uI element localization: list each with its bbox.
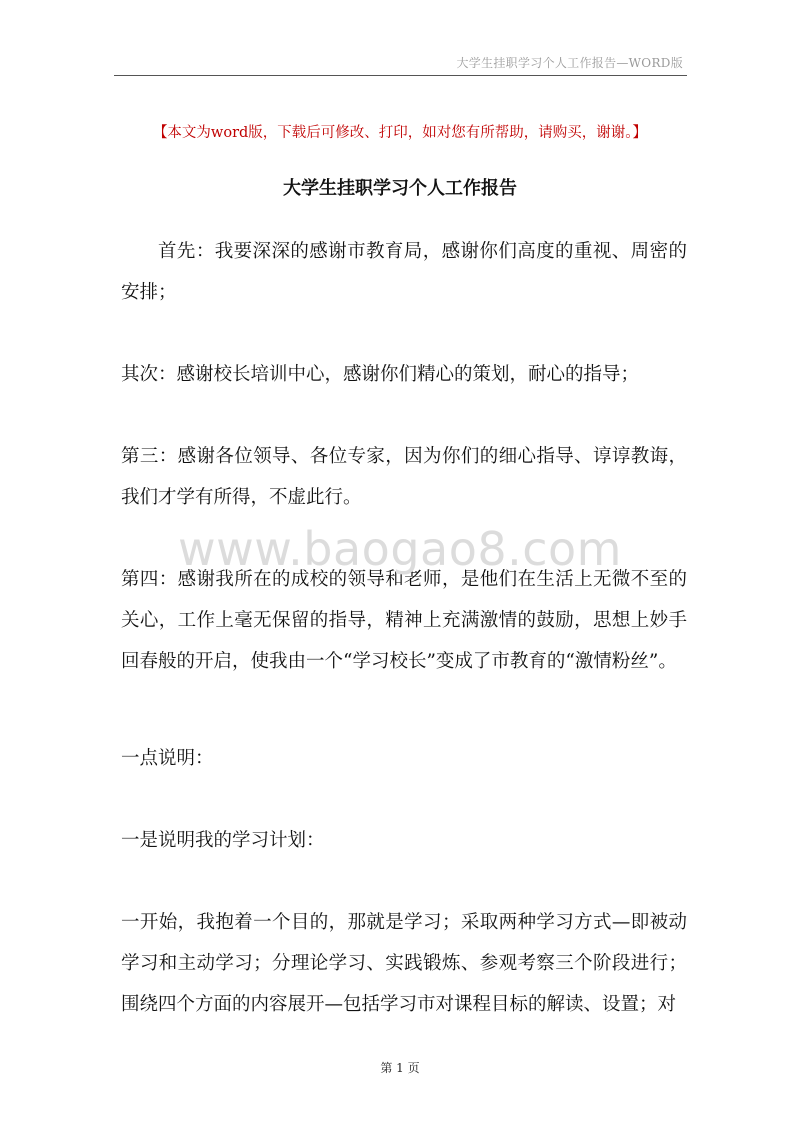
paragraph-third: 第三：感谢各位领导、各位专家，因为你们的细心指导、谆谆教诲，我们才学有所得，不虚此行。 bbox=[121, 446, 687, 508]
watermark: www.baogao8.com bbox=[178, 522, 622, 576]
page-number: 第 1 页 bbox=[380, 1061, 420, 1075]
running-header: 大学生挂职学习个人工作报告—WORD版 bbox=[456, 56, 683, 70]
paragraph-fourth: 第四：感谢我所在的成校的领导和老师，是他们在生活上无微不至的关心，工作上毫无保留的指导，精神上充满激情的鼓励，思想上妙手回春般的开启，使我由一个“学习校长”变成了市教育的“激情粉丝”。 bbox=[121, 569, 687, 672]
header-divider bbox=[114, 75, 687, 76]
paragraph-first: 首先：我要深深的感谢市教育局，感谢你们高度的重视、周密的安排； bbox=[121, 241, 687, 303]
paragraph-second: 其次：感谢校长培训中心，感谢你们精心的策划，耐心的指导； bbox=[121, 364, 640, 385]
paragraph-note-heading: 一点说明： bbox=[121, 748, 214, 769]
document-title: 大学生挂职学习个人工作报告 bbox=[283, 178, 517, 199]
download-notice: 【本文为word版，下载后可修改、打印，如对您有所帮助，请购买，谢谢。】 bbox=[152, 125, 648, 141]
paragraph-plan-body: 一开始，我抱着一个目的，那就是学习；采取两种学习方式—即被动学习和主动学习；分理论学习、实践锻炼、参观考察三个阶段进行；围绕四个方面的内容展开—包括学习市对课程目标的解读、设置；对 bbox=[121, 912, 687, 1015]
paragraph-plan-heading: 一是说明我的学习计划： bbox=[121, 830, 325, 851]
